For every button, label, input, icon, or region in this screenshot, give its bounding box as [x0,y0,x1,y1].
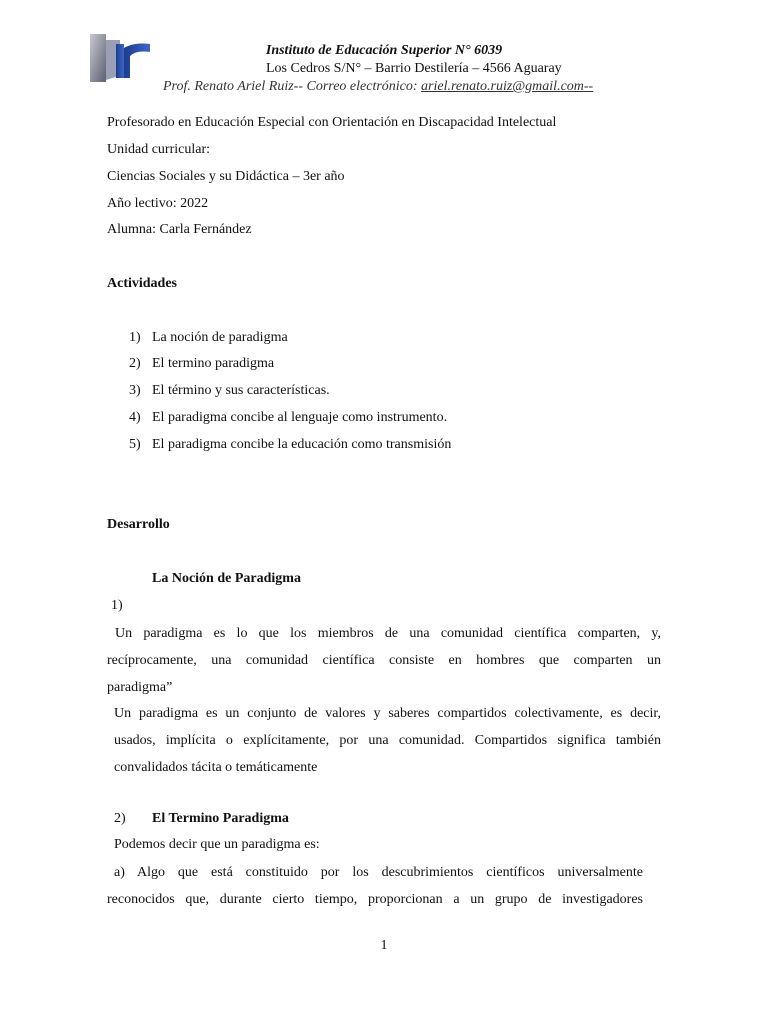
paragraph-line: paradigma” [107,680,173,695]
section-title: La Noción de Paradigma [152,571,301,586]
institution-name: Instituto de Educación Superior N° 6039 [265,43,503,58]
development-heading: Desarrollo [107,517,170,532]
activity-item: El paradigma concibe al lenguaje como instrumento. [152,410,448,425]
section-number: 1) [111,598,123,613]
activity-number: 2) [129,356,141,371]
contact-email-link[interactable]: ariel.renato.ruiz@gmail.com-- [421,79,594,94]
section-number: 2) [114,811,126,826]
activity-number: 3) [129,383,141,398]
contact-prefix: Prof. Renato Ariel Ruiz-- Correo electrónico: [163,79,422,94]
paragraph-line: reconocidos que, durante cierto tiempo, proporcionan a un grupo de investigadores [107,892,643,907]
section-intro: Podemos decir que un paradigma es: [114,837,320,852]
activity-number: 4) [129,410,141,425]
paragraph-line: a) Algo que está constituido por los descubrimientos científicos universalmente [114,865,643,880]
activity-item: El termino paradigma [152,356,275,371]
activities-heading: Actividades [107,276,177,291]
institution-address: Los Cedros S/N° – Barrio Destilería – 4566 Aguaray [266,61,562,76]
activity-number: 5) [129,437,141,452]
subject-name: Ciencias Sociales y su Didáctica – 3er año [107,169,345,184]
paragraph-line: Un paradigma es lo que los miembros de una comunidad científica comparten, y, [115,626,661,641]
section-title: El Termino Paradigma [152,811,289,826]
paragraph-line: recíprocamente, una comunidad científica consiste en hombres que comparten un [107,653,661,668]
activity-item: El paradigma concibe la educación como transmisión [152,437,452,452]
paragraph-line: convalidados tácita o temáticamente [114,760,318,775]
paragraph-line: Un paradigma es un conjunto de valores y saberes compartidos colectivamente, es decir, [114,706,661,721]
academic-year: Año lectivo: 2022 [107,196,209,211]
program-name: Profesorado en Educación Especial con Orientación en Discapacidad Intelectual [107,115,557,130]
student-name: Alumna: Carla Fernández [107,222,252,237]
paragraph-line: usados, implícita o explícitamente, por una comunidad. Compartidos significa también [114,733,661,748]
unit-label: Unidad curricular: [107,142,211,157]
activity-item: El término y sus características. [152,383,330,398]
professor-contact [163,79,593,95]
page-number: 1 [380,938,388,953]
activity-number: 1) [129,330,141,345]
activity-item: La noción de paradigma [152,330,288,345]
